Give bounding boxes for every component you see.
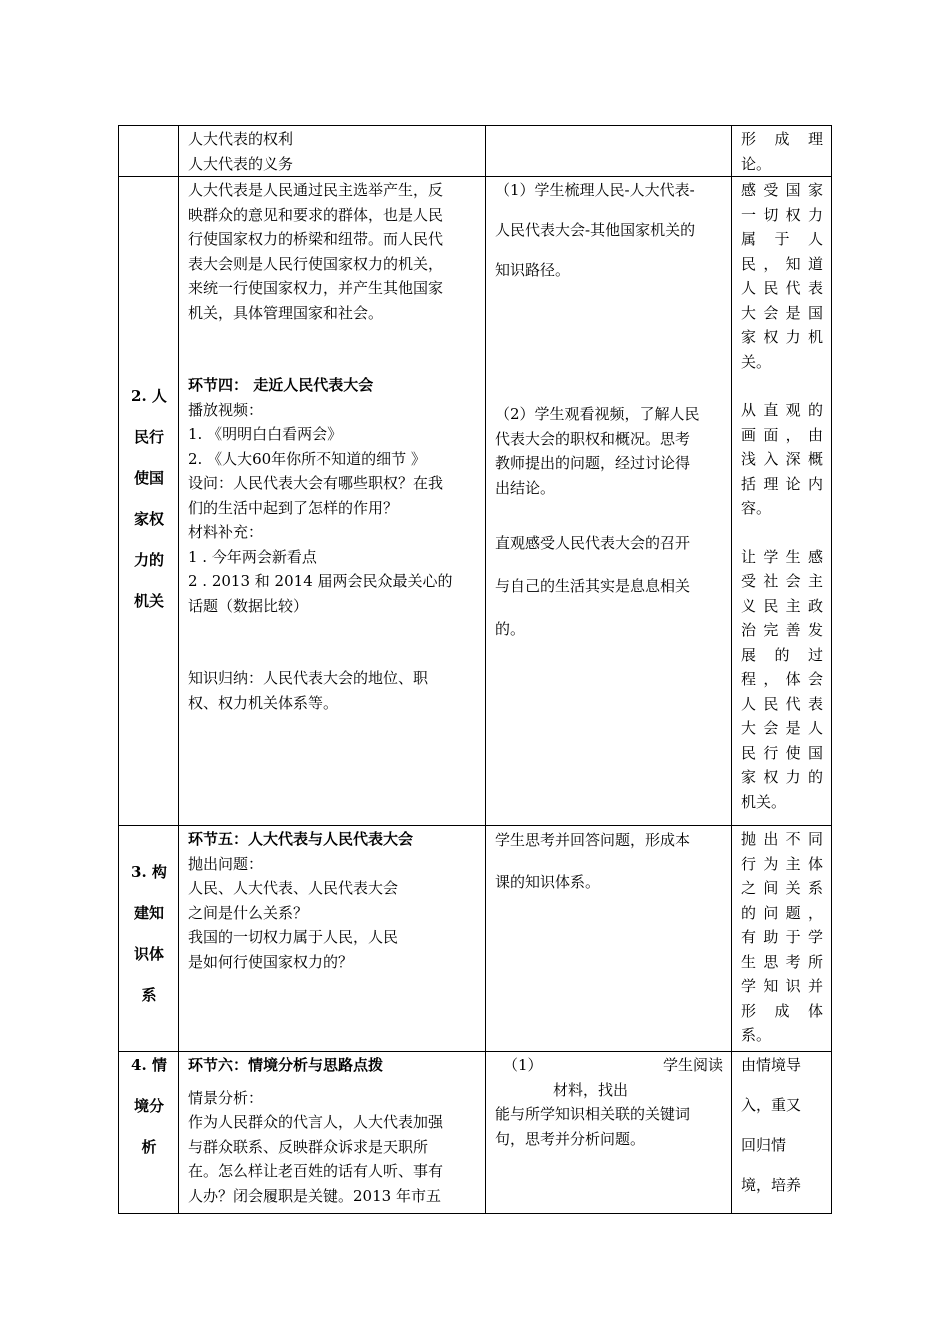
text-line: 行使国家权力的桥梁和纽带。而人民代: [188, 230, 444, 248]
row1-content: [180, 127, 485, 176]
stage-label: 机关: [133, 592, 164, 610]
text-line: 2. 《人大60年你所不知道的细节 》: [188, 449, 426, 468]
text-line: 由情境导: [741, 1056, 802, 1074]
text-line: （2）学生观看视频，了解人民: [495, 405, 700, 423]
text-line: 情景分析：: [188, 1088, 264, 1107]
text-line: （1）学生梳理人民-人大代表-: [495, 181, 695, 199]
text-line: 人民代表: [741, 279, 823, 297]
text-line: 回归情: [741, 1136, 787, 1154]
text-line: 容。: [741, 499, 772, 517]
text-line: 抛出不同: [741, 830, 823, 848]
text-line: 从直观的: [741, 401, 823, 419]
text-line: 入，重又: [741, 1096, 802, 1114]
text-line: 作为人民群众的代言人，人大代表加强: [188, 1113, 444, 1131]
text-line: 机关。: [741, 792, 787, 811]
text-line: 人民代表大会-其他国家机关的: [495, 221, 696, 239]
text-line: 人民、人大代表、人民代表大会: [188, 879, 399, 897]
text-line: 人大代表的义务: [188, 154, 294, 173]
text-line: 映群众的意见和要求的群体，也是人民: [188, 205, 444, 224]
row2-content: [180, 178, 485, 715]
text-line: 形成理: [741, 130, 823, 148]
text-line: 画面，由: [741, 425, 823, 444]
text-line: 治完善发: [741, 621, 823, 639]
section-title: 环节五：人大代表与人民代表大会: [188, 830, 414, 848]
stage-label: 使国: [133, 469, 164, 487]
text-line: 生思考所: [741, 952, 823, 971]
text-line: 表大会则是人民行使国家权力的机关，: [188, 254, 444, 273]
text-line: 有助于学: [741, 928, 823, 946]
text-line: 系。: [741, 1026, 772, 1044]
text-line: 播放视频：: [188, 400, 264, 419]
row2-stage: [119, 376, 179, 622]
text-line: 学生思考并回答问题，形成本: [495, 831, 691, 849]
text-line: 民行使国: [741, 743, 823, 762]
text-line: 境，培养: [741, 1176, 802, 1194]
row-divider: [119, 1051, 831, 1052]
text-line: 抛出问题：: [188, 854, 264, 873]
text-line: 程，体会: [741, 670, 823, 688]
text-line: 之间关系: [741, 879, 823, 897]
text-line: 学生阅读: [662, 1056, 723, 1074]
stage-label: 析: [141, 1138, 157, 1156]
section-title: 环节四： 走近人民代表大会: [188, 376, 374, 394]
row2-activity-3: [487, 522, 731, 651]
text-line: 展的过: [741, 645, 823, 664]
stage-label: 力的: [133, 551, 164, 569]
text-line: 人办？闭会履职是关键。2013 年市五: [188, 1186, 441, 1205]
text-line: 学知识并: [741, 977, 823, 995]
stage-label: 系: [141, 986, 157, 1004]
text-line: 知识路径。: [495, 261, 571, 279]
text-line: 来统一行使国家权力，并产生其他国家: [188, 279, 444, 297]
row3-content: [180, 827, 485, 974]
text-line: 在。怎么样让老百姓的话有人听、事有: [188, 1162, 444, 1180]
text-line: 让学生感: [741, 547, 823, 566]
text-line: 教师提出的问题，经过讨论得: [495, 454, 691, 472]
stage-label: 境分: [133, 1097, 164, 1115]
text-line: 大会是国: [741, 303, 823, 322]
text-line: 课的知识体系。: [495, 873, 601, 891]
column-divider: [485, 126, 486, 1213]
stage-label: 建知: [133, 904, 164, 922]
stage-label: 2. 人: [131, 387, 167, 405]
text-line: （1）: [503, 1056, 543, 1074]
text-line: 括理论内: [741, 474, 823, 493]
text-line: 感受国家: [741, 181, 823, 199]
text-line: 材料，找出: [553, 1080, 629, 1099]
row2-activity-2: [487, 402, 731, 500]
summary-line: 权、权力机关体系等。: [188, 693, 339, 712]
text-line: 材料补充：: [188, 523, 264, 541]
text-line: 人大代表是人民通过民主选举产生，反: [188, 181, 444, 199]
text-line: 浅入深概: [741, 450, 823, 468]
text-line: 们的生活中起到了怎样的作用？: [188, 498, 399, 517]
text-line: 与群众联系、反映群众诉求是天职所: [188, 1137, 429, 1156]
text-line: 设问：人民代表大会有哪些职权？在我: [188, 474, 444, 492]
text-line: 义民主政: [741, 596, 823, 615]
row3-intent: [733, 827, 831, 1048]
text-line: 形成体: [741, 1001, 823, 1020]
text-line: 的。: [495, 620, 526, 638]
text-line: 一切权力: [741, 205, 823, 224]
text-line: 机关，具体管理国家和社会。: [188, 303, 384, 322]
text-line: 我国的一切权力属于人民，人民: [188, 928, 399, 946]
stage-label: 民行: [133, 428, 164, 446]
row-divider: [119, 825, 831, 826]
text-line: 能与所学知识相关联的关键词: [495, 1105, 691, 1123]
text-line: 大会是人: [741, 719, 823, 737]
text-line: 人民代表: [741, 694, 823, 713]
text-line: 的问题，: [741, 903, 823, 922]
text-line: 1 . 今年两会新看点: [188, 547, 317, 566]
stage-label: 家权: [133, 510, 164, 528]
stage-label: 3. 构: [131, 863, 167, 881]
text-line: 之间是什么关系？: [188, 903, 309, 922]
text-line: 是如何行使国家权力的？: [188, 952, 354, 971]
row2-intent: [733, 178, 831, 814]
text-line: 与自己的生活其实是息息相关: [495, 577, 691, 595]
row2-activity: [487, 178, 731, 290]
text-line: 家权力机: [741, 328, 823, 346]
stage-label: 4. 情: [131, 1056, 167, 1074]
text-line: 属于人: [741, 230, 823, 248]
column-divider: [731, 126, 732, 1213]
text-line: 论。: [741, 154, 772, 173]
row4-stage: [119, 1045, 179, 1168]
stage-label: 识体: [133, 945, 164, 963]
text-line: 代表大会的职权和概况。思考: [495, 429, 691, 448]
row4-intent: [733, 1053, 831, 1205]
row1-intent: [733, 127, 831, 176]
row4-content: [180, 1053, 485, 1208]
row3-activity: [487, 827, 731, 903]
lesson-plan-table: [118, 125, 832, 1214]
text-line: 人大代表的权利: [188, 130, 294, 148]
text-line: 家权力的: [741, 768, 823, 786]
text-line: 1. 《明明白白看两会》: [188, 425, 343, 443]
text-line: 出结论。: [495, 478, 556, 497]
row4-activity: [487, 1053, 731, 1151]
text-line: 民，知道: [741, 254, 823, 273]
text-line: 行为主体: [741, 854, 823, 873]
text-line: 直观感受人民代表大会的召开: [495, 534, 691, 552]
text-line: 话题（数据比较）: [188, 596, 309, 615]
summary-line: 知识归纳：人民代表大会的地位、职: [188, 669, 429, 687]
text-line: 关。: [741, 352, 772, 371]
row3-stage: [119, 852, 179, 1016]
section-title: 环节六：情境分析与思路点拨: [188, 1056, 384, 1074]
text-line: 2 . 2013 和 2014 届两会民众最关心的: [188, 572, 453, 590]
text-line: 受社会主: [741, 572, 823, 590]
text-line: 句，思考并分析问题。: [495, 1129, 646, 1148]
row-divider: [119, 176, 831, 177]
